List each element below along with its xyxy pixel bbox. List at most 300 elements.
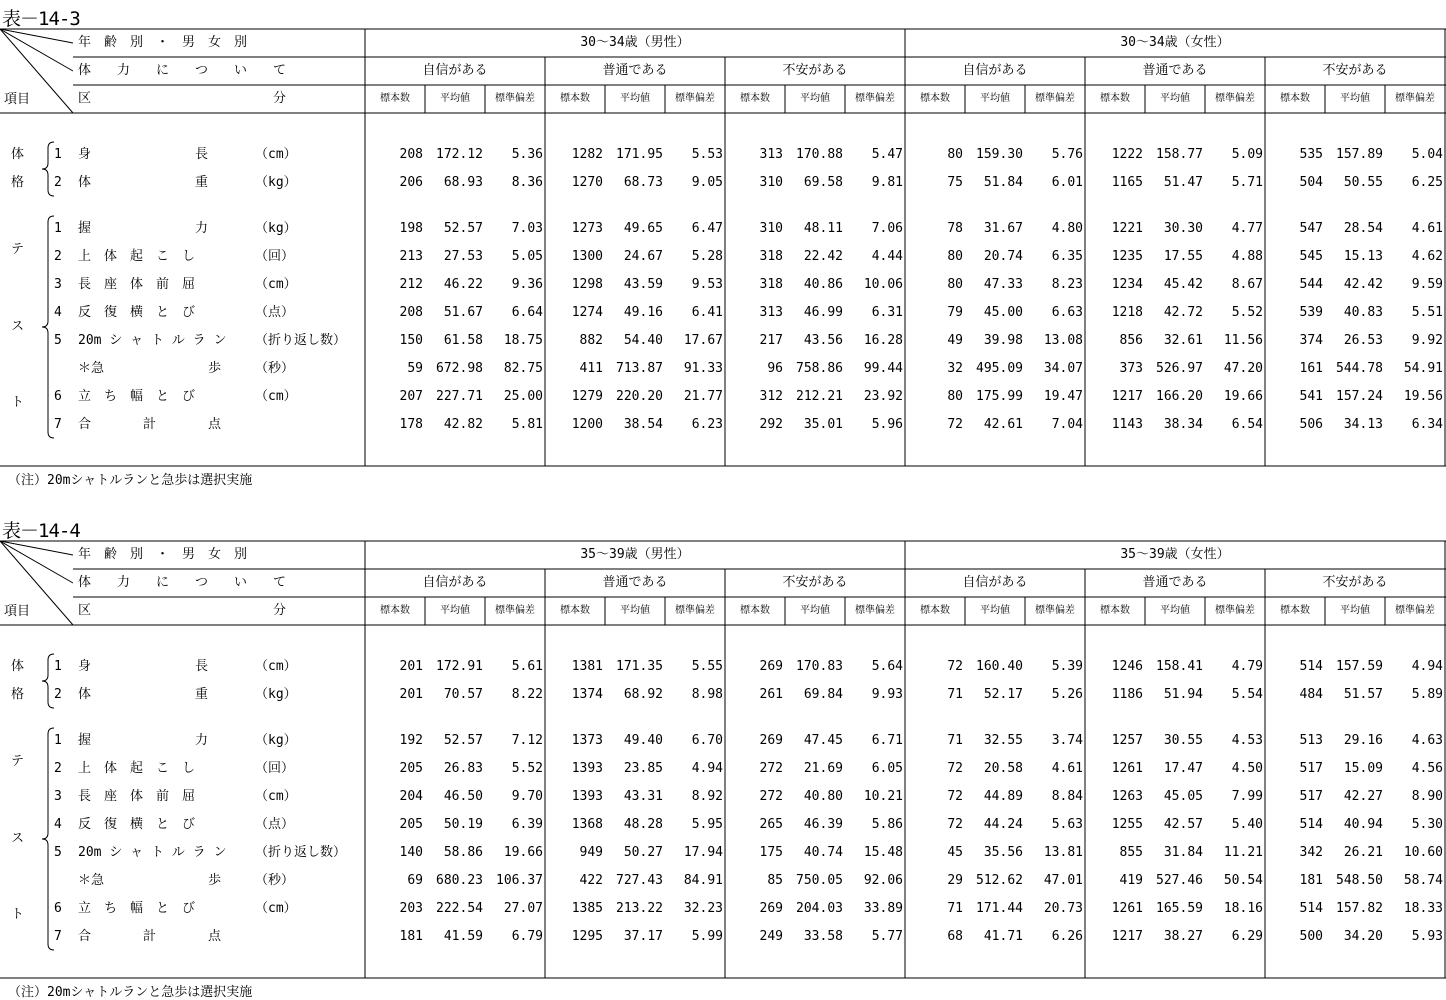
data-cell: 80 <box>947 277 963 292</box>
subgroup-header: 不安がある <box>1322 575 1388 590</box>
data-cell: 181 <box>399 929 423 944</box>
data-cell: 11.56 <box>1223 333 1263 348</box>
row-number: 2 <box>54 761 62 776</box>
row-label: 握 力 <box>78 221 209 236</box>
data-cell: 26.53 <box>1343 333 1383 348</box>
data-cell: 40.94 <box>1343 817 1383 832</box>
row-label: 立 ち 幅 と び <box>78 901 196 916</box>
data-cell: 539 <box>1299 305 1323 320</box>
row-unit: （cm） <box>255 389 297 404</box>
data-cell: 1257 <box>1111 733 1143 748</box>
data-cell: 52.17 <box>983 687 1023 702</box>
data-cell: 9.36 <box>511 277 543 292</box>
data-cell: 526.97 <box>1156 361 1203 376</box>
stat-header: 平均値 <box>440 605 470 616</box>
data-cell: 13.08 <box>1043 333 1083 348</box>
data-cell: 71 <box>947 733 963 748</box>
data-cell: 411 <box>579 361 603 376</box>
row-label: ＊急 歩 <box>78 873 222 888</box>
data-cell: 1217 <box>1111 389 1143 404</box>
row-number: 5 <box>54 845 62 860</box>
data-cell: 40.80 <box>803 789 843 804</box>
data-cell: 61.58 <box>443 333 483 348</box>
data-cell: 1165 <box>1111 175 1143 190</box>
data-cell: 1263 <box>1111 789 1143 804</box>
data-cell: 541 <box>1299 389 1323 404</box>
data-cell: 1200 <box>571 417 603 432</box>
data-cell: 6.25 <box>1411 175 1443 190</box>
data-cell: 70.57 <box>443 687 483 702</box>
header-row-label: 体 力 に つ い て <box>78 63 287 78</box>
data-cell: 680.23 <box>436 873 483 888</box>
data-cell: 6.29 <box>1231 929 1263 944</box>
data-cell: 5.09 <box>1231 147 1263 162</box>
section-label-char: テ <box>11 754 25 769</box>
data-cell: 342 <box>1299 845 1323 860</box>
data-cell: 504 <box>1299 175 1323 190</box>
row-label: 上 体 起 こ し <box>78 249 196 264</box>
row-label: 長 座 体 前 屈 <box>78 277 196 292</box>
data-cell: 41.71 <box>983 929 1023 944</box>
data-cell: 1234 <box>1111 277 1143 292</box>
stat-header: 平均値 <box>980 605 1010 616</box>
row-label: 合 計 点 <box>78 417 222 432</box>
data-cell: 9.53 <box>691 277 723 292</box>
data-cell: 1217 <box>1111 929 1143 944</box>
data-cell: 313 <box>759 147 783 162</box>
row-label: 上 体 起 こ し <box>78 761 196 776</box>
data-cell: 106.37 <box>496 873 543 888</box>
data-cell: 45 <box>947 845 963 860</box>
data-cell: 713.87 <box>616 361 663 376</box>
data-cell: 30.30 <box>1163 221 1203 236</box>
data-cell: 45.00 <box>983 305 1023 320</box>
row-unit: （点） <box>255 817 295 832</box>
data-cell: 5.39 <box>1051 659 1083 674</box>
data-cell: 5.52 <box>511 761 543 776</box>
data-cell: 5.86 <box>871 817 903 832</box>
data-cell: 1261 <box>1111 901 1143 916</box>
data-cell: 213.22 <box>616 901 663 916</box>
data-cell: 855 <box>1119 845 1143 860</box>
data-cell: 44.24 <box>983 817 1023 832</box>
data-cell: 207 <box>399 389 423 404</box>
data-cell: 1300 <box>571 249 603 264</box>
data-cell: 758.86 <box>796 361 843 376</box>
data-cell: 80 <box>947 389 963 404</box>
data-cell: 192 <box>399 733 423 748</box>
data-cell: 43.31 <box>623 789 663 804</box>
data-cell: 269 <box>759 733 783 748</box>
subgroup-header: 不安がある <box>1322 63 1388 78</box>
data-cell: 17.47 <box>1163 761 1203 776</box>
data-cell: 6.47 <box>691 221 723 236</box>
data-cell: 80 <box>947 147 963 162</box>
data-cell: 373 <box>1119 361 1143 376</box>
row-header-label: 項目 <box>4 92 31 107</box>
data-cell: 1393 <box>571 761 603 776</box>
data-cell: 165.59 <box>1156 901 1203 916</box>
data-cell: 50.54 <box>1223 873 1263 888</box>
data-cell: 318 <box>759 277 783 292</box>
data-cell: 6.34 <box>1411 417 1443 432</box>
stat-header: 平均値 <box>440 93 470 104</box>
data-cell: 1273 <box>571 221 603 236</box>
data-cell: 68.93 <box>443 175 483 190</box>
data-cell: 4.79 <box>1231 659 1263 674</box>
row-number: 2 <box>54 687 62 702</box>
row-label: 立 ち 幅 と び <box>78 389 196 404</box>
data-cell: 7.99 <box>1231 789 1263 804</box>
table-note: （注）20mシャトルランと急歩は選択実施 <box>8 473 253 488</box>
section-brace <box>42 654 54 708</box>
data-cell: 4.94 <box>691 761 723 776</box>
row-unit: （点） <box>255 305 295 320</box>
stat-header: 標本数 <box>920 605 950 616</box>
data-cell: 5.30 <box>1411 817 1443 832</box>
data-cell: 79 <box>947 305 963 320</box>
data-cell: 42.42 <box>1343 277 1383 292</box>
data-cell: 1274 <box>571 305 603 320</box>
data-cell: 5.99 <box>691 929 723 944</box>
row-label: 身 長 <box>78 147 209 162</box>
data-cell: 27.07 <box>503 901 543 916</box>
data-cell: 514 <box>1299 817 1323 832</box>
data-cell: 51.57 <box>1343 687 1383 702</box>
data-cell: 310 <box>759 221 783 236</box>
data-cell: 75 <box>947 175 963 190</box>
row-label: 反 復 横 と び <box>78 817 196 832</box>
data-cell: 166.20 <box>1156 389 1203 404</box>
data-cell: 4.56 <box>1411 761 1443 776</box>
data-cell: 42.82 <box>443 417 483 432</box>
data-cell: 51.94 <box>1163 687 1203 702</box>
header-row-label: 区 分 <box>78 91 287 106</box>
data-cell: 58.74 <box>1403 873 1443 888</box>
data-cell: 535 <box>1299 147 1323 162</box>
stat-header: 標準偏差 <box>1215 93 1255 104</box>
row-label: 身 長 <box>78 659 209 674</box>
data-cell: 1373 <box>571 733 603 748</box>
stat-header: 平均値 <box>1340 605 1370 616</box>
row-number: 4 <box>54 817 62 832</box>
data-cell: 72 <box>947 817 963 832</box>
data-cell: 856 <box>1119 333 1143 348</box>
data-cell: 500 <box>1299 929 1323 944</box>
data-cell: 181 <box>1299 873 1323 888</box>
data-cell: 4.61 <box>1051 761 1083 776</box>
data-cell: 1235 <box>1111 249 1143 264</box>
row-label: 長 座 体 前 屈 <box>78 789 196 804</box>
data-cell: 26.83 <box>443 761 483 776</box>
data-cell: 1368 <box>571 817 603 832</box>
row-number: 7 <box>54 929 62 944</box>
stat-header: 標本数 <box>560 93 590 104</box>
data-cell: 13.81 <box>1043 845 1083 860</box>
data-cell: 4.77 <box>1231 221 1263 236</box>
subgroup-header: 不安がある <box>782 575 848 590</box>
data-cell: 49.16 <box>623 305 663 320</box>
data-cell: 6.26 <box>1051 929 1083 944</box>
stat-header: 標準偏差 <box>855 605 895 616</box>
stat-header: 標本数 <box>1100 605 1130 616</box>
data-cell: 92.06 <box>863 873 903 888</box>
data-cell: 212 <box>399 277 423 292</box>
data-cell: 37.17 <box>623 929 663 944</box>
stat-header: 標本数 <box>560 605 590 616</box>
stat-header: 標本数 <box>1280 93 1310 104</box>
data-cell: 40.83 <box>1343 305 1383 320</box>
row-label: 体 重 <box>78 175 209 190</box>
subgroup-header: 普通である <box>602 575 668 590</box>
subgroup-header: 不安がある <box>782 63 848 78</box>
data-cell: 5.71 <box>1231 175 1263 190</box>
data-cell: 1381 <box>571 659 603 674</box>
subgroup-header: 自信がある <box>422 575 488 590</box>
data-cell: 140 <box>399 845 423 860</box>
data-cell: 5.77 <box>871 929 903 944</box>
data-cell: 261 <box>759 687 783 702</box>
data-cell: 23.85 <box>623 761 663 776</box>
row-number: 3 <box>54 277 62 292</box>
data-cell: 157.59 <box>1336 659 1383 674</box>
header-row-label: 区 分 <box>78 603 287 618</box>
data-cell: 85 <box>767 873 783 888</box>
row-number: 7 <box>54 417 62 432</box>
stat-header: 平均値 <box>1160 605 1190 616</box>
data-cell: 58.86 <box>443 845 483 860</box>
row-number: 1 <box>54 659 62 674</box>
subgroup-header: 普通である <box>1142 575 1208 590</box>
header-row-label: 年 齢 別 ・ 男 女 別 <box>78 547 248 562</box>
data-cell: 545 <box>1299 249 1323 264</box>
data-cell: 68.92 <box>623 687 663 702</box>
data-cell: 4.53 <box>1231 733 1263 748</box>
data-cell: 1270 <box>571 175 603 190</box>
section-label-char: ト <box>11 907 25 922</box>
data-cell: 208 <box>399 305 423 320</box>
data-cell: 5.76 <box>1051 147 1083 162</box>
data-cell: 17.94 <box>683 845 723 860</box>
row-unit: （cm） <box>255 789 297 804</box>
data-cell: 26.21 <box>1343 845 1383 860</box>
data-cell: 6.70 <box>691 733 723 748</box>
diagonal-line <box>0 29 73 71</box>
data-cell: 5.55 <box>691 659 723 674</box>
data-cell: 220.20 <box>616 389 663 404</box>
data-cell: 9.92 <box>1411 333 1443 348</box>
row-unit: （回） <box>255 761 295 776</box>
section-brace <box>42 216 54 438</box>
data-cell: 201 <box>399 659 423 674</box>
data-cell: 32.23 <box>683 901 723 916</box>
data-cell: 23.92 <box>863 389 903 404</box>
data-cell: 34.20 <box>1343 929 1383 944</box>
stat-header: 標本数 <box>1280 605 1310 616</box>
section-label-char: テ <box>11 242 25 257</box>
stat-header: 標準偏差 <box>1035 605 1075 616</box>
data-cell: 18.33 <box>1403 901 1443 916</box>
data-cell: 6.79 <box>511 929 543 944</box>
data-cell: 22.42 <box>803 249 843 264</box>
data-cell: 5.89 <box>1411 687 1443 702</box>
header-row-label: 年 齢 別 ・ 男 女 別 <box>78 35 248 50</box>
data-cell: 10.60 <box>1403 845 1443 860</box>
row-unit: （cm） <box>255 277 297 292</box>
row-number: 2 <box>54 175 62 190</box>
data-cell: 32.55 <box>983 733 1023 748</box>
table-14-3 <box>0 0 1446 488</box>
data-cell: 527.46 <box>1156 873 1203 888</box>
row-label: 合 計 点 <box>78 929 222 944</box>
subgroup-header: 自信がある <box>962 575 1028 590</box>
data-cell: 41.59 <box>443 929 483 944</box>
data-cell: 544 <box>1299 277 1323 292</box>
data-cell: 4.80 <box>1051 221 1083 236</box>
data-cell: 171.44 <box>976 901 1023 916</box>
data-cell: 32 <box>947 361 963 376</box>
row-unit: （kg） <box>255 221 297 236</box>
data-cell: 175.99 <box>976 389 1023 404</box>
data-cell: 4.63 <box>1411 733 1443 748</box>
data-cell: 222.54 <box>436 901 483 916</box>
data-cell: 34.07 <box>1043 361 1083 376</box>
data-cell: 10.06 <box>863 277 903 292</box>
data-cell: 422 <box>579 873 603 888</box>
stat-header: 平均値 <box>800 605 830 616</box>
subgroup-header: 普通である <box>602 63 668 78</box>
data-cell: 5.52 <box>1231 305 1263 320</box>
data-cell: 313 <box>759 305 783 320</box>
data-cell: 68.73 <box>623 175 663 190</box>
data-cell: 72 <box>947 659 963 674</box>
data-cell: 44.89 <box>983 789 1023 804</box>
data-cell: 24.67 <box>623 249 663 264</box>
row-unit: （kg） <box>255 175 297 190</box>
row-label: 握 力 <box>78 733 209 748</box>
data-cell: 9.81 <box>871 175 903 190</box>
stat-header: 標準偏差 <box>855 93 895 104</box>
stat-header: 平均値 <box>620 93 650 104</box>
row-number: 5 <box>54 333 62 348</box>
section-brace <box>42 728 54 950</box>
data-cell: 1246 <box>1111 659 1143 674</box>
data-cell: 6.31 <box>871 305 903 320</box>
data-cell: 45.42 <box>1163 277 1203 292</box>
row-number: 4 <box>54 305 62 320</box>
data-cell: 544.78 <box>1336 361 1383 376</box>
table-note: （注）20mシャトルランと急歩は選択実施 <box>8 985 253 1000</box>
data-cell: 212.21 <box>796 389 843 404</box>
section-brace <box>42 142 54 196</box>
section-label-char: ス <box>11 831 25 846</box>
data-cell: 30.55 <box>1163 733 1203 748</box>
data-cell: 5.54 <box>1231 687 1263 702</box>
data-cell: 547 <box>1299 221 1323 236</box>
data-cell: 54.40 <box>623 333 663 348</box>
subgroup-header: 自信がある <box>422 63 488 78</box>
data-cell: 96 <box>767 361 783 376</box>
section-label-char: 体 <box>11 147 25 162</box>
data-cell: 312 <box>759 389 783 404</box>
data-cell: 1298 <box>571 277 603 292</box>
data-cell: 15.13 <box>1343 249 1383 264</box>
data-cell: 7.04 <box>1051 417 1083 432</box>
section-label-char: 体 <box>11 659 25 674</box>
data-cell: 40.74 <box>803 845 843 860</box>
data-cell: 172.91 <box>436 659 483 674</box>
stat-header: 標本数 <box>740 93 770 104</box>
data-cell: 46.50 <box>443 789 483 804</box>
data-cell: 204 <box>399 789 423 804</box>
data-cell: 9.05 <box>691 175 723 190</box>
data-cell: 42.61 <box>983 417 1023 432</box>
data-cell: 71 <box>947 901 963 916</box>
row-header-label: 項目 <box>4 604 31 619</box>
data-cell: 5.61 <box>511 659 543 674</box>
data-cell: 161 <box>1299 361 1323 376</box>
data-cell: 8.92 <box>691 789 723 804</box>
data-cell: 51.84 <box>983 175 1023 190</box>
data-cell: 5.04 <box>1411 147 1443 162</box>
row-number: 2 <box>54 249 62 264</box>
stat-header: 標本数 <box>740 605 770 616</box>
data-cell: 750.05 <box>796 873 843 888</box>
stat-header: 標本数 <box>380 605 410 616</box>
row-number: 1 <box>54 221 62 236</box>
data-cell: 32.61 <box>1163 333 1203 348</box>
data-cell: 52.57 <box>443 221 483 236</box>
data-cell: 28.54 <box>1343 221 1383 236</box>
data-cell: 5.51 <box>1411 305 1443 320</box>
data-cell: 1222 <box>1111 147 1143 162</box>
data-cell: 19.47 <box>1043 389 1083 404</box>
data-cell: 6.41 <box>691 305 723 320</box>
data-cell: 9.93 <box>871 687 903 702</box>
data-cell: 1218 <box>1111 305 1143 320</box>
data-cell: 5.40 <box>1231 817 1263 832</box>
row-number: 3 <box>54 789 62 804</box>
group-header: 30～34歳（男性） <box>580 35 690 50</box>
data-cell: 80 <box>947 249 963 264</box>
data-cell: 158.41 <box>1156 659 1203 674</box>
data-cell: 204.03 <box>796 901 843 916</box>
data-cell: 20.74 <box>983 249 1023 264</box>
row-unit: （kg） <box>255 687 297 702</box>
data-cell: 249 <box>759 929 783 944</box>
data-cell: 171.35 <box>616 659 663 674</box>
data-cell: 5.53 <box>691 147 723 162</box>
data-cell: 69.58 <box>803 175 843 190</box>
data-cell: 15.48 <box>863 845 903 860</box>
data-cell: 46.39 <box>803 817 843 832</box>
row-number: 1 <box>54 147 62 162</box>
data-cell: 178 <box>399 417 423 432</box>
data-cell: 68 <box>947 929 963 944</box>
data-cell: 4.50 <box>1231 761 1263 776</box>
data-cell: 5.64 <box>871 659 903 674</box>
diagonal-line <box>0 541 73 583</box>
data-cell: 213 <box>399 249 423 264</box>
data-cell: 27.53 <box>443 249 483 264</box>
data-cell: 9.70 <box>511 789 543 804</box>
data-cell: 69.84 <box>803 687 843 702</box>
data-cell: 9.59 <box>1411 277 1443 292</box>
data-cell: 47.01 <box>1043 873 1083 888</box>
data-cell: 31.84 <box>1163 845 1203 860</box>
data-cell: 21.69 <box>803 761 843 776</box>
data-cell: 18.75 <box>503 333 543 348</box>
